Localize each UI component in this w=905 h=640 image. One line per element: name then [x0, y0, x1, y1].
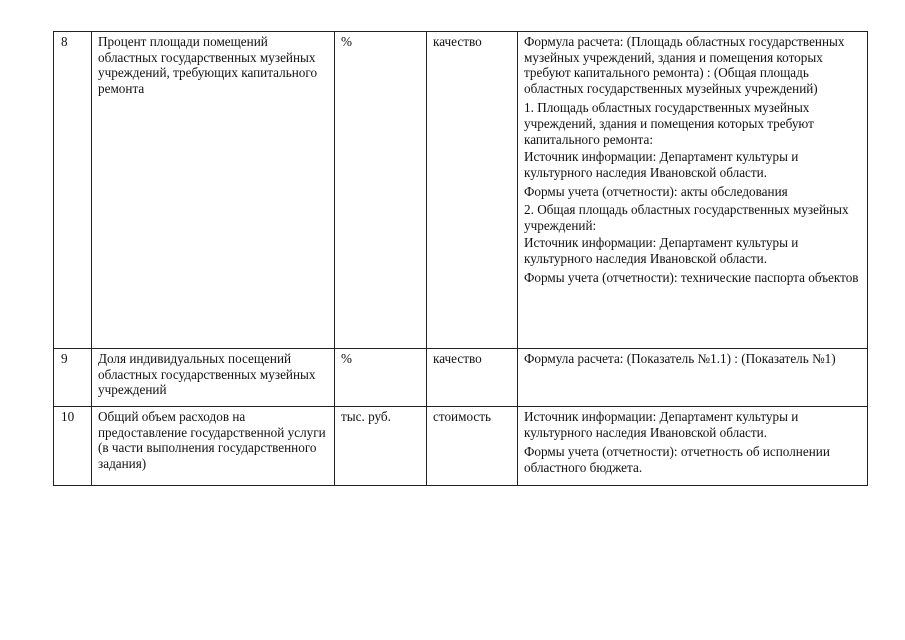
method-paragraph: Формы учета (отчетности): отчетность об исполнении областного бюджета. — [524, 444, 830, 475]
row-number: 10 — [54, 407, 92, 486]
indicator-name: Процент площади помещений областных государственных музейных учреждений, требующих капитального ремонта — [92, 32, 335, 349]
indicator-type: качество — [427, 32, 518, 349]
method-paragraph: Формула расчета: (Показатель №1.1) : (Показатель №1) — [524, 351, 836, 366]
calculation-method — [518, 407, 868, 486]
method-paragraph: Источник информации: Департамент культуры и культурного наследия Ивановской области. — [524, 409, 799, 440]
row-number: 9 — [54, 349, 92, 407]
method-paragraph: 1. Площадь областных государственных музейных учреждений, здания и помещения которых требуют капитального ремонта: — [524, 100, 814, 147]
unit-of-measure: тыс. руб. — [335, 407, 427, 486]
unit-of-measure: % — [335, 32, 427, 349]
indicators-table — [53, 31, 868, 486]
calculation-method — [518, 349, 868, 407]
method-paragraph: Формы учета (отчетности): акты обследования — [524, 184, 788, 200]
method-paragraph: 2. Общая площадь областных государственных музейных учреждений: — [524, 201, 849, 233]
method-paragraph: Источник информации: Департамент культуры и культурного наследия Ивановской области. — [524, 235, 799, 266]
indicator-name: Доля индивидуальных посещений областных государственных музейных учреждений — [92, 349, 335, 407]
indicator-type: стоимость — [427, 407, 518, 486]
method-paragraph: Формы учета (отчетности): технические паспорта объектов — [524, 270, 859, 286]
unit-of-measure: % — [335, 349, 427, 407]
calculation-method — [518, 32, 868, 349]
indicator-type: качество — [427, 349, 518, 407]
method-paragraph: Источник информации: Департамент культуры и культурного наследия Ивановской области. — [524, 149, 799, 180]
table-row — [54, 407, 868, 486]
indicator-name: Общий объем расходов на предоставление государственной услуги (в части выполнения государственного задания) — [92, 407, 335, 486]
method-paragraph: Формула расчета: (Площадь областных государственных музейных учреждений, здания и помещения которых требуют капитального ремонта) : (Общая площадь областных государственных музейных учреждений) — [524, 34, 845, 96]
row-number: 8 — [54, 32, 92, 349]
table-row — [54, 349, 868, 407]
table-row — [54, 32, 868, 349]
